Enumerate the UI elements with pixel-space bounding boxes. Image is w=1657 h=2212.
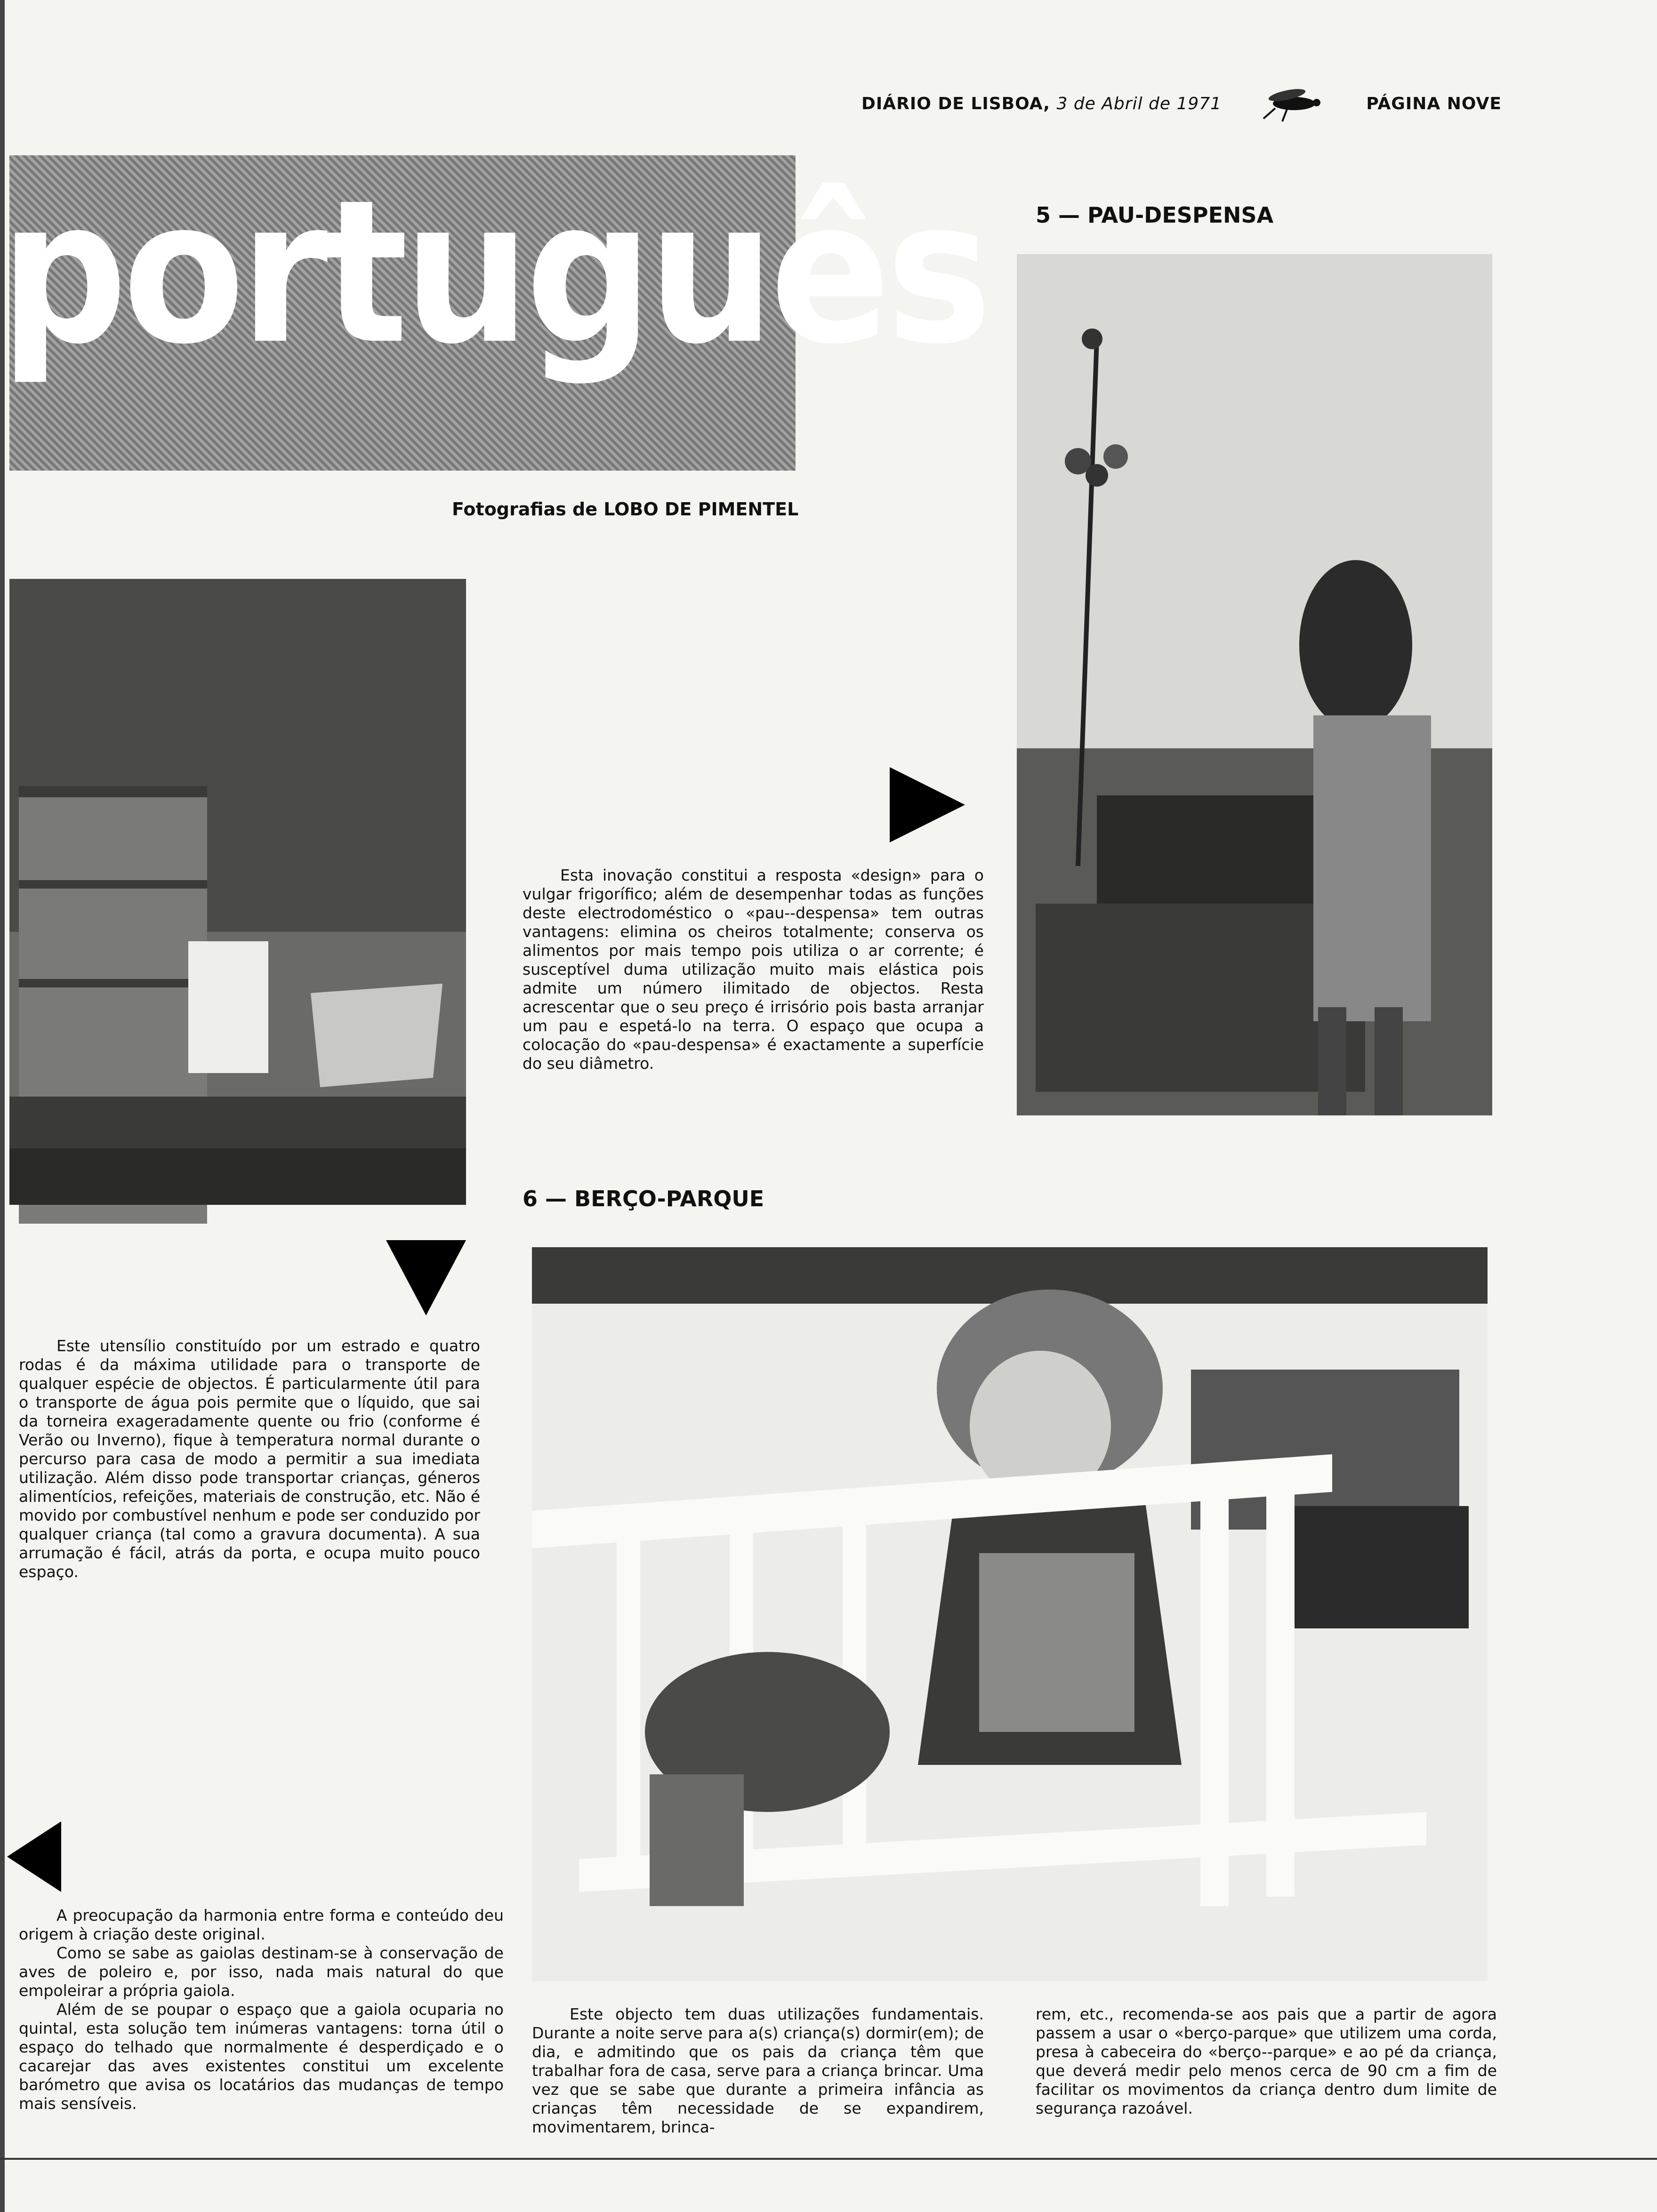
arrow-left-icon: [7, 1821, 61, 1892]
section-heading-pau-despensa: 5 — PAU-DESPENSA: [1036, 202, 1274, 228]
page-header: [861, 89, 1502, 118]
text-estrado: [19, 1337, 480, 1581]
text-berco-right: [1036, 2005, 1497, 2118]
masthead-banner: [0, 155, 988, 471]
text-gaiola-p3: Além de se poupar o espaço que a gaiola ocuparia no quintal, esta solução tem inúmeras vantagens: torna útil o espaço do telhado que normalmente é desperdiçado e o cacarejar das aves existentes constitui um excelente barómetro que avisa os locatários das mudanças de tempo mais sensíveis.: [19, 2000, 504, 2113]
photo-berco-parque: [532, 1247, 1488, 1981]
section-heading-berco-parque: 6 — BERÇO-PARQUE: [523, 1186, 764, 1211]
photo-pau-despensa: [1017, 254, 1492, 1115]
photo-estrado: [9, 579, 466, 1205]
text-gaiola-p2: Como se sabe as gaiolas destinam-se à conservação de aves de poleiro e, por isso, nada mais natural do que empoleirar a própria gaiola.: [19, 1944, 504, 2000]
text-estrado-paragraph: Este utensílio constituído por um estrado e quatro rodas é da máxima utilidade para o transporte de qualquer espécie de objectos. É particularmente útil para o transporte de água pois permite que o líquido, que sai da torneira exageradamente quente ou frio (conforme é Verão ou Inverno), fique à temperatura normal durante o percurso para casa de modo a permitir a sua imediata utilização. Além disso pode transportar crianças, géneros alimentícios, refeições, materiais de construção, etc. Não é movido por combustível nenhum e pode ser conduzido por qualquer criança (tal como a gravura documenta). A sua arrumação é fácil, atrás da porta, e ocupa muito pouco espaço.: [19, 1337, 480, 1581]
photo-berco-parque-image: [532, 1247, 1488, 1981]
photo-estrado-image: [9, 579, 466, 1205]
text-gaiola: [19, 1906, 504, 2113]
text-berco-right-paragraph: rem, etc., recomenda-se aos pais que a partir de agora passem a usar o «berço-parque» que utilizem uma corda, presa à cabeceira do «berço--parque» e ao pé da criança, que deverá medir pelo menos cerca de 90 cm a fim de facilitar os movimentos da criança dentro dum limite de segurança razoável.: [1036, 2005, 1497, 2117]
text-pau-despensa-paragraph: Esta inovação constitui a resposta «design» para o vulgar frigorífico; além de desempenhar todas as funções deste electrodoméstico o «pau--despensa» tem outras vantagens: elimina os cheiros totalmente; conserva os alimentos por mais tempo pois utiliza o ar corrente; é susceptível duma utilização muito mais elástica pois admite um número ilimitado de objectos. Resta acrescentar que o seu preço é irrisório pois basta arranjar um pau e espetá-lo na terra. O espaço que ocupa a colocação do «pau-despensa» é exactamente a superfície do seu diâmetro.: [523, 866, 984, 1073]
header-paper: DIÁRIO DE LISBOA, 3 de Abril de 1971: [861, 94, 1222, 113]
header-page: PÁGINA NOVE: [1366, 94, 1502, 113]
text-berco-left-paragraph: Este objecto tem duas utilizações fundamentais. Durante a noite serve para a(s) criança(s) dormir(em); de dia, e admitindo que os pais da criança têm que trabalhar fora de casa, serve para a criança brincar. Uma vez que se sabe que durante a primeira infância as crianças têm necessidade de se expandirem, movimentarem, brinca-: [532, 2005, 984, 2136]
arrow-right-icon: [890, 767, 965, 842]
masthead-title: português: [0, 158, 988, 388]
text-pau-despensa: [523, 866, 984, 1073]
fly-icon: [1254, 85, 1334, 122]
photo-credit: Fotografias de LOBO DE PIMENTEL: [452, 499, 799, 520]
text-berco-left: [532, 2005, 984, 2137]
text-gaiola-p1: A preocupação da harmonia entre forma e conteúdo deu origem à criação deste original.: [19, 1906, 504, 1943]
arrow-down-icon: [386, 1240, 466, 1315]
photo-pau-despensa-image: [1017, 254, 1492, 1115]
header-date: 3 de Abril de 1971: [1056, 94, 1222, 113]
bottom-rule: [0, 2158, 1657, 2160]
